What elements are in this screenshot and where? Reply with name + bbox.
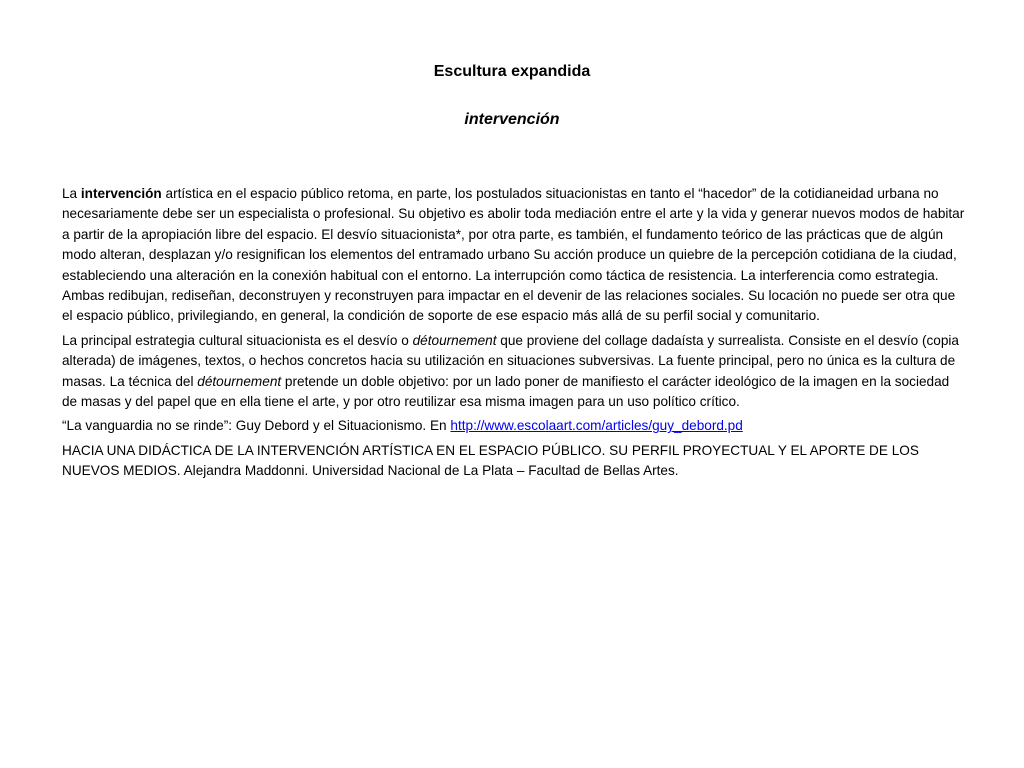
paragraph-2-italic-term-1: détournement	[412, 332, 497, 348]
paragraph-detournement	[62, 331, 966, 413]
reference-debord-text: “La vanguardia no se rinde”: Guy Debord y el Situacionismo. En	[62, 418, 451, 434]
slide-subtitle: intervención	[464, 111, 560, 128]
paragraph-2-text-c: pretende un doble objetivo: por un lado poner de manifiesto el carácter ideológico de la imagen en la sociedad de masas y del papel que en ella tiene el arte, y por otro reutilizar esa misma imagen para un uso político crítico.	[62, 373, 950, 410]
paragraph-2-text-a: La principal estrategia cultural situacionista es el desvío o	[62, 332, 413, 348]
reference-debord	[62, 416, 966, 436]
slide-body	[62, 184, 966, 486]
reference-link[interactable]: http://www.escolaart.com/articles/guy_debord.pd	[450, 418, 743, 434]
paragraph-1-text: artística en el espacio público retoma, en parte, los postulados situacionistas en tanto el “hacedor” de la cotidianeidad urbana no necesariamente debe ser un especialista o profesional. Su objetivo es abolir toda mediación entre el arte y la vida y generar nuevos modos de habitar a partir de la apropiación libre del espacio. El desvío situacionista*, por otra parte, es también, el fundamento teórico de las prácticas que de algún modo alteran, desplazan y/o resignifican los elementos del entramado urbano Su acción produce un quiebre de la percepción cotidiana de la ciudad, estableciendo una alteración en la conexión habitual con el entorno. La interrupción como táctica de resistencia. La interferencia como estrategia. Ambas redibujan, rediseñan, deconstruyen y reconstruyen para impactar en el devenir de las relaciones sociales. Su locación no puede ser otra que el espacio público, privilegiando, en general, la condición de soporte de ese espacio más allá de su perfil social y comunitario.	[62, 186, 965, 324]
slide-title: Escultura expandida	[433, 63, 591, 80]
paragraph-1-bold-term: intervención	[80, 186, 162, 201]
paragraph-1-lead: La	[62, 186, 81, 201]
reference-maddonni: HACIA UNA DIDÁCTICA DE LA INTERVENCIÓN ARTÍSTICA EN EL ESPACIO PÚBLICO. SU PERFIL PROYECTUAL Y EL APORTE DE LOS NUEVOS MEDIOS. Alejandra Maddonni. Universidad Nacional de La Plata – Facultad de Bellas Artes.	[62, 442, 919, 479]
paragraph-intervencion	[62, 184, 966, 327]
paragraph-2-italic-term-2: détournement	[197, 373, 282, 389]
paragraph-2-text-b: que proviene del collage dadaísta y surrealista. Consiste en el desvío (copia alterada) de imágenes, textos, o hechos concretos hacia su utilización en situaciones subversivas. La fuente principal, pero no única es la cultura de masas. La técnica del	[62, 332, 959, 389]
